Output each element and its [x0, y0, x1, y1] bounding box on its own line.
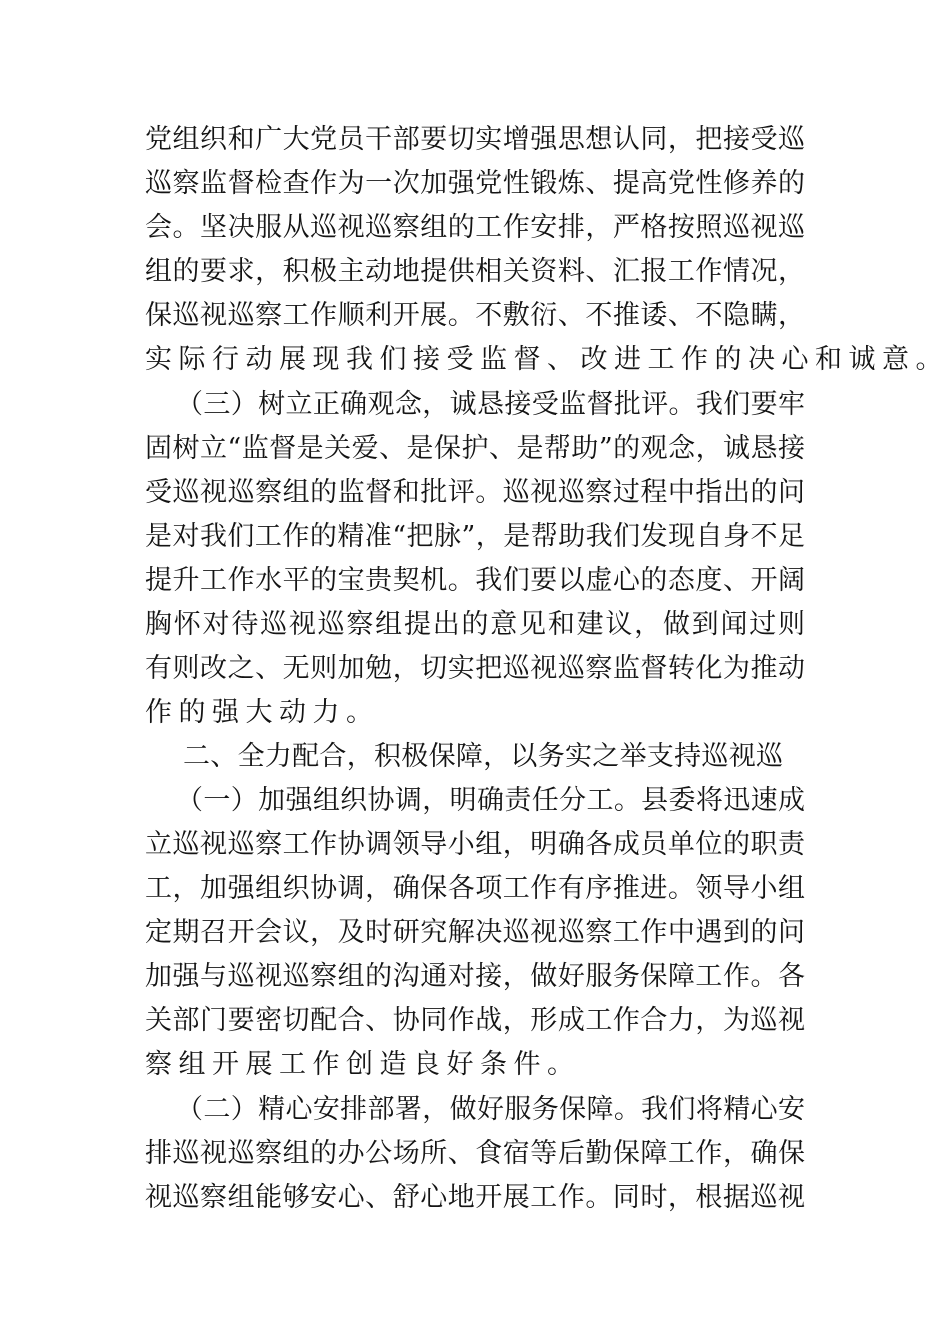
text-line: 是对我们工作的精准“把脉”，是帮助我们发现自身不足 — [145, 521, 805, 552]
section-heading-3: （三）树立正确观念，诚恳接受监督批评。我们要牢 — [176, 389, 805, 420]
text-line: 胸怀对待巡视巡察组提出的意见和建议，做到闻过则 — [145, 609, 805, 640]
text-line: 巡察监督检查作为一次加强党性锻炼、提高党性修养的 — [145, 168, 805, 199]
text-line: 会。坚决服从巡视巡察组的工作安排，严格按照巡视巡 — [145, 212, 805, 243]
text-line: 定期召开会议，及时研究解决巡视巡察工作中遇到的问 — [145, 917, 805, 948]
text-line: 保巡视巡察工作顺利开展。不敷衍、不推诿、不隐瞒， — [145, 300, 805, 331]
text-line: 立巡视巡察工作协调领导小组，明确各成员单位的职责 — [145, 829, 805, 860]
chapter-heading-2: 二、全力配合，积极保障，以务实之举支持巡视巡 — [183, 741, 783, 772]
text-line: 作的强大动力。 — [145, 697, 380, 728]
text-line: 有则改之、无则加勉，切实把巡视巡察监督转化为推动 — [145, 653, 805, 684]
text-line: 加强与巡视巡察组的沟通对接，做好服务保障工作。各 — [145, 961, 805, 992]
text-line: 固树立“监督是关爱、是保护、是帮助”的观念，诚恳接 — [145, 433, 805, 464]
text-line: 工，加强组织协调，确保各项工作有序推进。领导小组 — [145, 873, 805, 904]
text-line: 排巡视巡察组的办公场所、食宿等后勤保障工作，确保 — [145, 1138, 805, 1169]
text-line: 视巡察组能够安心、舒心地开展工作。同时，根据巡视 — [145, 1182, 805, 1213]
text-line: 党组织和广大党员干部要切实增强思想认同，把接受巡 — [145, 124, 805, 155]
text-line: 受巡视巡察组的监督和批评。巡视巡察过程中指出的问 — [145, 477, 805, 508]
text-line: 关部门要密切配合、协同作战，形成工作合力，为巡视 — [145, 1005, 805, 1036]
text-line: 提升工作水平的宝贵契机。我们要以虚心的态度、开阔 — [145, 565, 805, 596]
section-heading-1: （一）加强组织协调，明确责任分工。县委将迅速成 — [176, 785, 805, 816]
text-line: 实际行动展现我们接受监督、改进工作的决心和诚意。 — [145, 344, 949, 375]
text-line: 组的要求，积极主动地提供相关资料、汇报工作情况， — [145, 256, 805, 287]
section-heading-2: （二）精心安排部署，做好服务保障。我们将精心安 — [176, 1094, 805, 1125]
text-line: 察组开展工作创造良好条件。 — [145, 1049, 581, 1080]
